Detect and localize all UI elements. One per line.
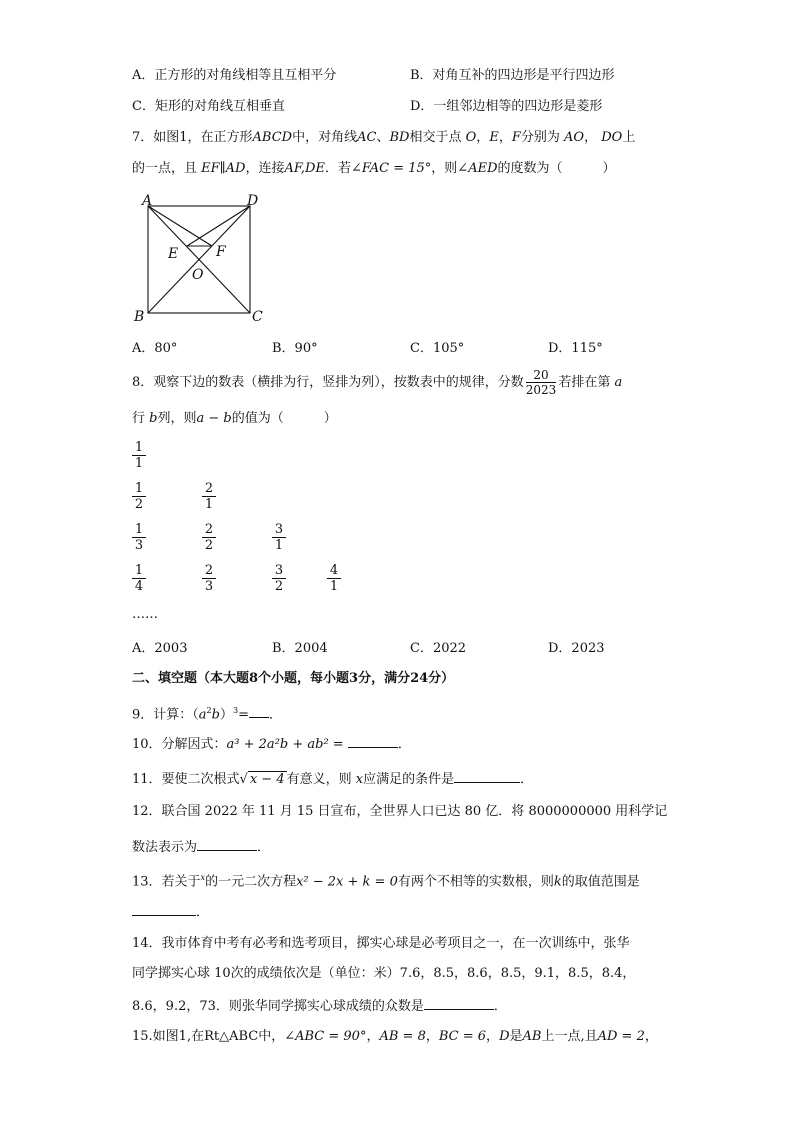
q15-line-1: 15.如图1,在Rt△ABC中，∠ABC = 90°，AB = 8，BC = 6，D是AB上一点,且AD = 2， xyxy=(132,1029,658,1044)
label-o: O xyxy=(192,267,204,283)
section-2-title: 二、填空题（本大题8个小题，每小题3分，满分24分） xyxy=(132,671,455,686)
q8-target-fraction: $\frac{20}{2023}$ xyxy=(525,368,557,397)
fraction-numerator: 4 xyxy=(327,563,341,579)
fraction-numerator: 1 xyxy=(132,440,146,456)
fraction-numerator: 2 xyxy=(202,522,216,538)
q7-line-2: 的一点，且 EF∥AD，连接AF,DE．若∠FAC = 15°，则∠AED的度数为（ ） xyxy=(132,161,616,176)
q7-option-a: A．80° xyxy=(132,341,178,356)
label-d: D xyxy=(247,193,259,209)
fraction-numerator: 1 xyxy=(132,481,146,497)
label-e: E xyxy=(168,246,179,262)
q12-line-1: 12．联合国 2022 年 11 月 15 日宣布，全世界人口已达 80 亿．将 8000000000 用科学记 xyxy=(132,804,668,819)
q12-line-2: 数法表示为 ． xyxy=(132,836,270,857)
fraction-denominator: 3 xyxy=(204,579,214,594)
fraction-denominator: 1 xyxy=(329,579,339,594)
label-f: F xyxy=(216,244,226,260)
fraction-denominator: 4 xyxy=(134,579,144,594)
q14-line-2: 同学掷实心球 10次的成绩依次是（单位：米）7.6，8.5，8.6，8.5，9.1，8.5，8.4， xyxy=(132,966,636,981)
q6-option-a: A．正方形的对角线相等且互相平分 xyxy=(132,68,337,83)
fraction-denominator: 1 xyxy=(274,538,284,553)
table-fraction-r2-c1 xyxy=(132,481,146,512)
label-a: A xyxy=(142,193,153,209)
q10-answer-blank[interactable] xyxy=(348,733,398,748)
q9-answer-blank[interactable] xyxy=(249,703,269,718)
fraction-numerator: 2 xyxy=(202,481,216,497)
q8-option-d: D．2023 xyxy=(548,641,605,656)
fraction-denominator: 2 xyxy=(274,579,284,594)
q6-option-b: B．对角互补的四边形是平行四边形 xyxy=(410,68,615,83)
q13-line-1: 13．若关于$^x$的一元二次方程x² − 2x + k = 0有两个不相等的实数根，则k的取值范围是 xyxy=(132,873,640,890)
fraction-denominator: 1 xyxy=(204,497,214,512)
q8-option-b: B．2004 xyxy=(272,641,328,656)
fraction-numerator: 3 xyxy=(272,522,286,538)
table-fraction-r3-c3 xyxy=(272,522,286,553)
fraction-numerator: 1 xyxy=(132,563,146,579)
table-fraction-r4-c3 xyxy=(272,563,286,594)
q10: 10．分解因式：a³ + 2a²b + ab² = ． xyxy=(132,733,411,754)
label-b: B xyxy=(134,309,145,325)
q8-option-a: A．2003 xyxy=(132,641,188,656)
table-fraction-r4-c4 xyxy=(327,563,341,594)
q13-line-2: ． xyxy=(132,901,209,922)
table-fraction-r3-c1 xyxy=(132,522,146,553)
label-c: C xyxy=(252,309,263,325)
fraction-numerator: 2 xyxy=(202,563,216,579)
fraction-denominator: 1 xyxy=(134,456,144,471)
fraction-numerator: 1 xyxy=(132,522,146,538)
table-fraction-r1-c1 xyxy=(132,440,146,471)
q11-answer-blank[interactable] xyxy=(454,768,520,783)
q7-option-b: B．90° xyxy=(272,341,318,356)
q11-radicand: x − 4 xyxy=(249,772,285,787)
table-fraction-r3-c2 xyxy=(202,522,216,553)
q8-option-c: C．2022 xyxy=(410,641,467,656)
q13-answer-blank[interactable] xyxy=(132,901,196,916)
q12-answer-blank[interactable] xyxy=(197,836,257,851)
q8-ellipsis: …… xyxy=(132,607,158,622)
fraction-numerator: 3 xyxy=(272,563,286,579)
q7-option-c: C．105° xyxy=(410,341,465,356)
fraction-denominator: 2 xyxy=(134,497,144,512)
q9: 9．计算：$(a^2b)^3=$ ． xyxy=(132,702,282,724)
table-fraction-r4-c1 xyxy=(132,563,146,594)
q7-line-1: 7．如图1，在正方形ABCD中，对角线AC、BD相交于点 O，E，F分别为 AO， DO上 xyxy=(132,130,636,145)
fraction-denominator: 3 xyxy=(134,538,144,553)
q8-line-1: 8．观察下边的数表（横排为行，竖排为列），按数表中的规律，分数 $\frac{20}{2023}$ 若排在第 a xyxy=(132,368,623,397)
q14-answer-blank[interactable] xyxy=(424,995,494,1010)
q14-line-3: 8.6，9.2，73．则张华同学掷实心球成绩的众数是 ． xyxy=(132,995,507,1016)
q14-line-1: 14．我市体育中考有必考和选考项目，掷实心球是必考项目之一，在一次训练中，张华 xyxy=(132,936,630,951)
table-fraction-r4-c2 xyxy=(202,563,216,594)
q6-option-c: C．矩形的对角线互相垂直 xyxy=(132,99,285,114)
table-fraction-r2-c2 xyxy=(202,481,216,512)
q7-option-d: D．115° xyxy=(548,341,603,356)
segment-de xyxy=(187,206,250,246)
q8-line-2: 行 b列，则a − b的值为（ ） xyxy=(132,411,337,426)
q11: 11．要使二次根式√ x − 4 有意义，则 x应满足的条件是 ． xyxy=(132,768,533,789)
q6-option-d: D．一组邻边相等的四边形是菱形 xyxy=(410,99,603,114)
fraction-denominator: 2 xyxy=(204,538,214,553)
q7-square-figure xyxy=(130,190,270,330)
